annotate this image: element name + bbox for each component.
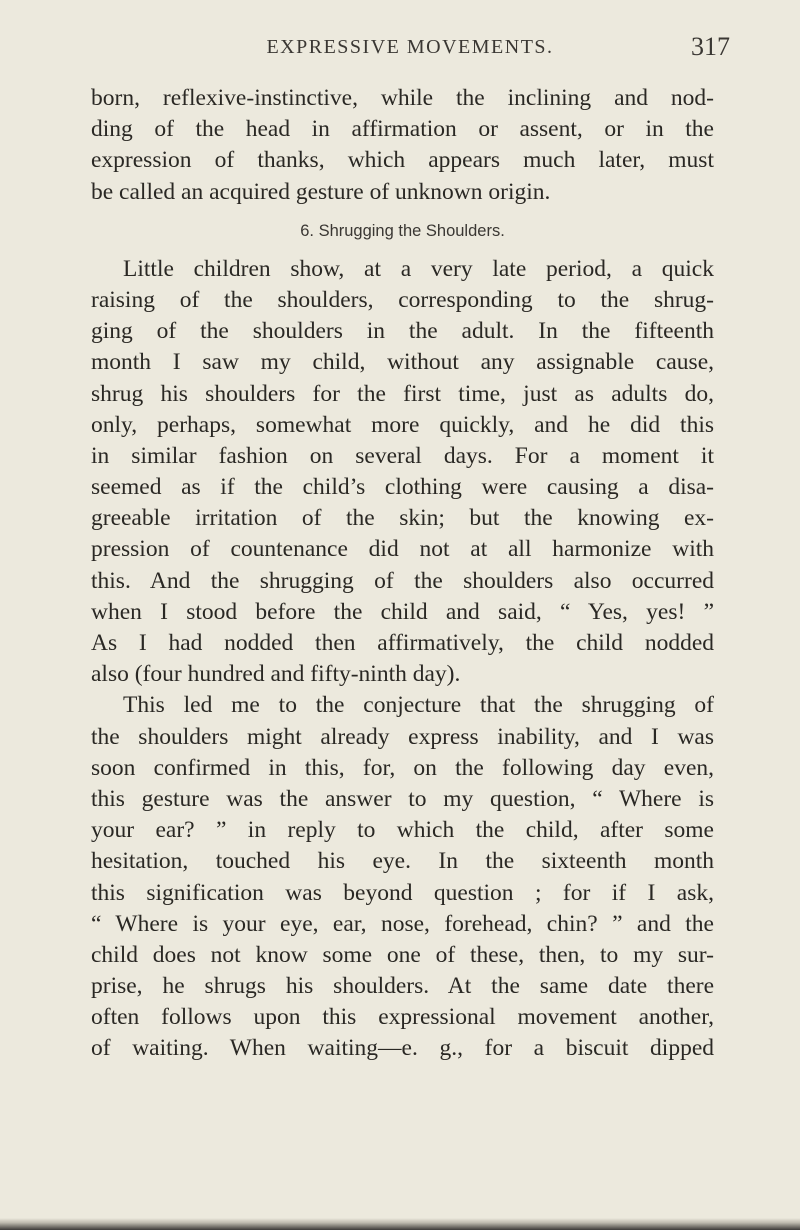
text-line: often follows upon this expressional movement another, xyxy=(91,1004,714,1031)
text-line: also (four hundred and fifty-ninth day). xyxy=(91,661,461,688)
text-line: this signification was beyond question ; for if I ask, xyxy=(91,879,714,906)
text-line: This led me to the conjecture that the shrugging of xyxy=(123,692,714,719)
page-number: 317 xyxy=(691,32,730,61)
text-line: of waiting. When waiting—e. g., for a biscuit dipped xyxy=(91,1035,714,1062)
text-line: expression of thanks, which appears much later, must xyxy=(91,147,714,174)
text-line: this. And the shrugging of the shoulders also occurred xyxy=(91,567,714,594)
text-line: month I saw my child, without any assignable cause, xyxy=(91,349,714,376)
text-line: prise, he shrugs his shoulders. At the same date there xyxy=(91,973,714,1000)
text-line: raising of the shoulders, corresponding to the shrug- xyxy=(91,286,714,313)
running-title: EXPRESSIVE MOVEMENTS. xyxy=(266,36,554,58)
text-line: ging of the shoulders in the adult. In the fifteenth xyxy=(91,318,714,345)
text-line: be called an acquired gesture of unknown origin. xyxy=(91,178,551,205)
text-line: greeable irritation of the skin; but the knowing ex- xyxy=(91,505,714,532)
text-line: in similar fashion on several days. For a moment it xyxy=(91,442,714,469)
text-line: “ Where is your eye, ear, nose, forehead, chin? ” and the xyxy=(91,910,714,937)
text-line: As I had nodded then affirmatively, the child nodded xyxy=(91,630,714,656)
text-line: only, perhaps, somewhat more quickly, and he did this xyxy=(91,411,714,438)
text-line: born, reflexive-instinctive, while the inclining and nod- xyxy=(91,85,714,111)
text-line: shrug his shoulders for the first time, just as adults do, xyxy=(91,380,714,407)
text-line: ding of the head in affirmation or assent, or in the xyxy=(91,116,714,143)
running-head xyxy=(90,30,730,64)
text-line: Little children show, at a very late period, a quick xyxy=(123,255,714,282)
paragraph-continuation xyxy=(91,83,714,208)
text-line: the shoulders might already express inability, and I was xyxy=(91,723,714,750)
paragraph xyxy=(91,254,714,691)
page-bottom-edge xyxy=(0,1218,800,1230)
paragraph xyxy=(91,690,714,1064)
text-line: your ear? ” in reply to which the child, after some xyxy=(91,817,714,844)
body-text xyxy=(91,83,714,1065)
text-line: this gesture was the answer to my question, “ Where is xyxy=(91,785,714,812)
text-line: pression of countenance did not at all harmonize with xyxy=(91,536,714,563)
text-line: hesitation, touched his eye. In the sixteenth month xyxy=(91,848,714,875)
text-line: seemed as if the child’s clothing were causing a disa- xyxy=(91,474,714,501)
text-line: child does not know some one of these, then, to my sur- xyxy=(91,941,714,968)
text-line: when I stood before the child and said, “ Yes, yes! ” xyxy=(91,598,714,625)
text-line: soon confirmed in this, for, on the following day even, xyxy=(91,754,714,781)
section-heading: 6. Shrugging the Shoulders. xyxy=(300,221,505,240)
